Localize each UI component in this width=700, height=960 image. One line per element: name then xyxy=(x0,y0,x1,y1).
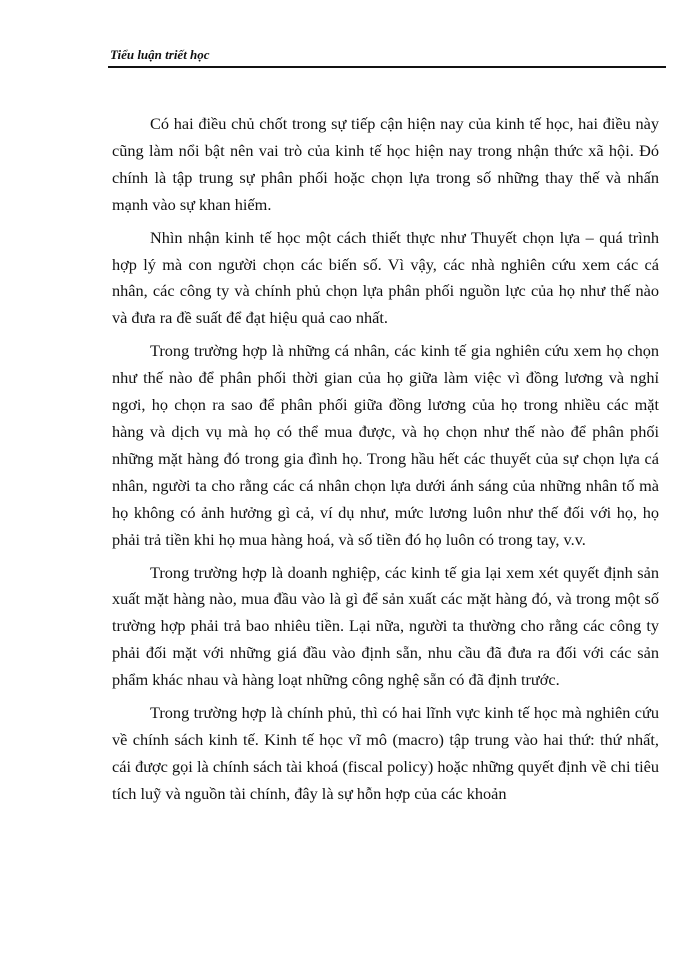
paragraph-4: Trong trường hợp là doanh nghiệp, các kinh tế gia lại xem xét quyết định sản xuất mặt hàng nào, mua đầu vào là gì để sản xuất các mặt hàng đó, và trong một số trường hợp phải trả bao nhiêu tiền. Lại nữa, người ta thường cho rằng các công ty phải đối mặt với những giá đầu vào định sẵn, nhu cầu đã đưa ra đối với các sản phẩm khác nhau và hàng loạt những công nghệ sẵn có đã định trước. xyxy=(112,562,659,690)
header-title: Tiểu luận triết học xyxy=(110,47,210,62)
page-header xyxy=(108,46,666,68)
paragraph-1: Có hai điều chủ chốt trong sự tiếp cận hiện nay của kinh tế học, hai điều này cũng làm nổi bật nên vai trò của kinh tế học hiện nay trong nhận thức xã hội. Đó chính là tập trung sự phân phối hoặc chọn lựa trong số những thay thế và nhấn mạnh vào sự khan hiếm. xyxy=(112,114,659,214)
paragraph-3: Trong trường hợp là những cá nhân, các kinh tế gia nghiên cứu xem họ chọn như thế nào để phân phối thời gian của họ giữa làm việc vì đồng lương và nghỉ ngơi, họ chọn ra sao để phân phối giữa đồng lương của họ trong nhiều các mặt hàng và dịch vụ mà họ có thể mua được, và họ chọn như thế nào để phân phối những mặt hàng đó trong gia đình họ. Trong hầu hết các thuyết của sự chọn lựa cá nhân, người ta cho rằng các cá nhân chọn lựa dưới ánh sáng của những nhân tố mà họ không có ảnh hưởng gì cả, ví dụ như, mức lương luôn như thế đối với họ, họ phải trả tiền khi họ mua hàng hoá, và số tiền đó họ luôn có trong tay, v.v. xyxy=(112,341,659,549)
document-body xyxy=(112,111,659,814)
paragraph-2: Nhìn nhận kinh tế học một cách thiết thực như Thuyết chọn lựa – quá trình hợp lý mà con người chọn các biến số. Vì vậy, các nhà nghiên cứu xem các cá nhân, các công ty và chính phủ chọn lựa phân phối nguồn lực của họ như thế nào và đưa ra đề suất để đạt hiệu quả cao nhất. xyxy=(112,227,659,328)
paragraph-5: Trong trường hợp là chính phủ, thì có hai lĩnh vực kinh tế học mà nghiên cứu về chính sách kinh tế. Kinh tế học vĩ mô (macro) tập trung vào hai thứ: thứ nhất, cái được gọi là chính sách tài khoá (fiscal policy) hoặc những quyết định về chi tiêu tích luỹ và nguồn tài chính, đây là sự hỗn hợp của các khoản xyxy=(112,703,659,803)
